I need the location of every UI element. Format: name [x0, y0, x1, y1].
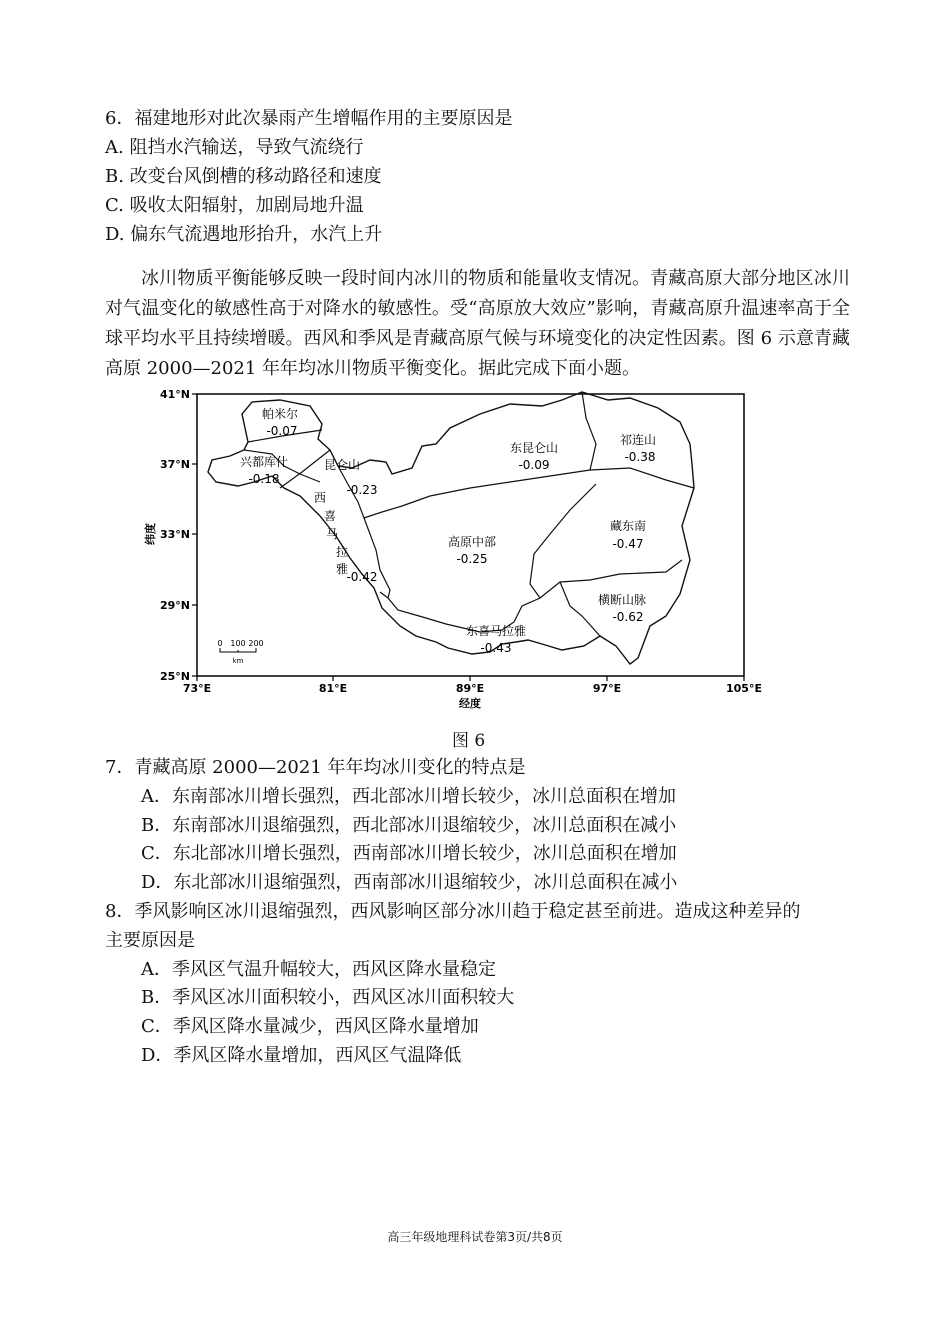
page-footer: 高三年级地理科试卷第3页/共8页 — [387, 1230, 563, 1244]
region-value-east-himalaya: -0.43 — [480, 641, 512, 655]
region-name-qilian: 祁连山 — [619, 433, 657, 447]
region-name-southeast: 藏东南 — [609, 519, 647, 533]
q8-stem-line2: 主要原因是 — [105, 930, 195, 951]
region-value-southeast: -0.47 — [612, 537, 644, 551]
region-value-kunlun: -0.23 — [346, 483, 378, 497]
region-name-central: 高原中部 — [447, 535, 497, 549]
q8-stem-line1: 8．季风影响区冰川退缩强烈，西风影响区部分冰川趋于稳定甚至前进。造成这种差异的 — [105, 901, 801, 922]
region-name-east-kunlun: 东昆仑山 — [509, 441, 559, 455]
scale-label-200: 200 — [248, 639, 264, 648]
q8-option-d: D．季风区降水量增加，西风区气温降低 — [141, 1045, 462, 1066]
y-tick-33: 33°N — [159, 528, 190, 541]
region-value-west-himalaya: -0.42 — [346, 570, 378, 584]
q6-stem: 6．福建地形对此次暴雨产生增幅作用的主要原因是 — [105, 108, 513, 129]
scale-label-0: 0 — [217, 639, 223, 648]
figure-caption: 图 6 — [452, 731, 486, 751]
q7-option-c: C．东北部冰川增长强烈，西南部冰川增长较少，冰川总面积在增加 — [141, 843, 677, 864]
region-name-pamir: 帕米尔 — [261, 407, 299, 421]
region-name-west-himalaya-5: 雅 — [335, 562, 349, 576]
region-name-hengduan: 横断山脉 — [597, 593, 647, 607]
x-tick-81: 81°E — [318, 682, 348, 695]
region-name-west-himalaya-3: 马 — [325, 527, 339, 541]
q8-option-c: C．季风区降水量减少，西风区降水量增加 — [141, 1016, 479, 1037]
region-name-east-himalaya: 东喜马拉雅 — [465, 624, 527, 638]
passage: 冰川物质平衡能够反映一段时间内冰川的物质和能量收支情况。青藏高原大部分地区冰川对气温变化的敏感性高于对降水的敏感性。受“高原放大效应”影响，青藏高原升温速率高于全球平均水平且持续增暖。西风和季风是青藏高原气候与环境变化的决定性因素。图 6 示意青藏高原 2000—2021 年年均冰川物质平衡变化。据此完成下面小题。 — [105, 268, 850, 379]
x-axis-label: 经度 — [459, 697, 481, 710]
q6-option-c: C. 吸收太阳辐射，加剧局地升温 — [105, 195, 364, 216]
region-value-qilian: -0.38 — [624, 450, 656, 464]
x-tick-89: 89°E — [455, 682, 485, 695]
region-name-west-himalaya-2: 喜 — [323, 509, 337, 523]
tibet-glacier-map — [130, 384, 770, 714]
q7-stem: 7．青藏高原 2000—2021 年年均冰川变化的特点是 — [105, 757, 526, 778]
q8-option-a: A．季风区气温升幅较大，西风区降水量稳定 — [141, 959, 496, 980]
y-axis-label: 纬度 — [144, 523, 157, 545]
scale-unit: km — [232, 657, 244, 665]
x-tick-105: 105°E — [726, 682, 762, 695]
region-name-west-himalaya-4: 拉 — [335, 545, 349, 559]
region-name-hindukush: 兴都库什 — [239, 455, 289, 469]
region-value-central: -0.25 — [456, 552, 488, 566]
region-name-kunlun: 昆仑山 — [323, 458, 361, 472]
q6-option-b: B. 改变台风倒槽的移动路径和速度 — [105, 166, 382, 187]
q7-option-a: A．东南部冰川增长强烈，西北部冰川增长较少，冰川总面积在增加 — [141, 786, 676, 807]
scale-label-100: 100 — [230, 639, 246, 648]
region-value-hindukush: -0.18 — [248, 472, 280, 486]
x-tick-97: 97°E — [592, 682, 622, 695]
region-value-hengduan: -0.62 — [612, 610, 644, 624]
q6-option-d: D. 偏东气流遇地形抬升，水汽上升 — [105, 224, 383, 245]
q7-option-b: B．东南部冰川退缩强烈，西北部冰川退缩较少，冰川总面积在减小 — [141, 815, 677, 836]
y-tick-25: 25°N — [159, 670, 190, 683]
region-name-west-himalaya-1: 西 — [313, 491, 327, 505]
x-tick-73: 73°E — [182, 682, 212, 695]
q6-option-a: A. 阻挡水汽输送，导致气流绕行 — [105, 137, 364, 158]
q7-option-d: D．东北部冰川退缩强烈，西南部冰川退缩较少，冰川总面积在减小 — [141, 872, 678, 893]
region-value-east-kunlun: -0.09 — [518, 458, 550, 472]
region-value-pamir: -0.07 — [266, 424, 298, 438]
q8-option-b: B．季风区冰川面积较小，西风区冰川面积较大 — [141, 987, 515, 1008]
y-tick-41: 41°N — [159, 388, 190, 401]
y-tick-37: 37°N — [159, 458, 190, 471]
y-tick-29: 29°N — [159, 599, 190, 612]
